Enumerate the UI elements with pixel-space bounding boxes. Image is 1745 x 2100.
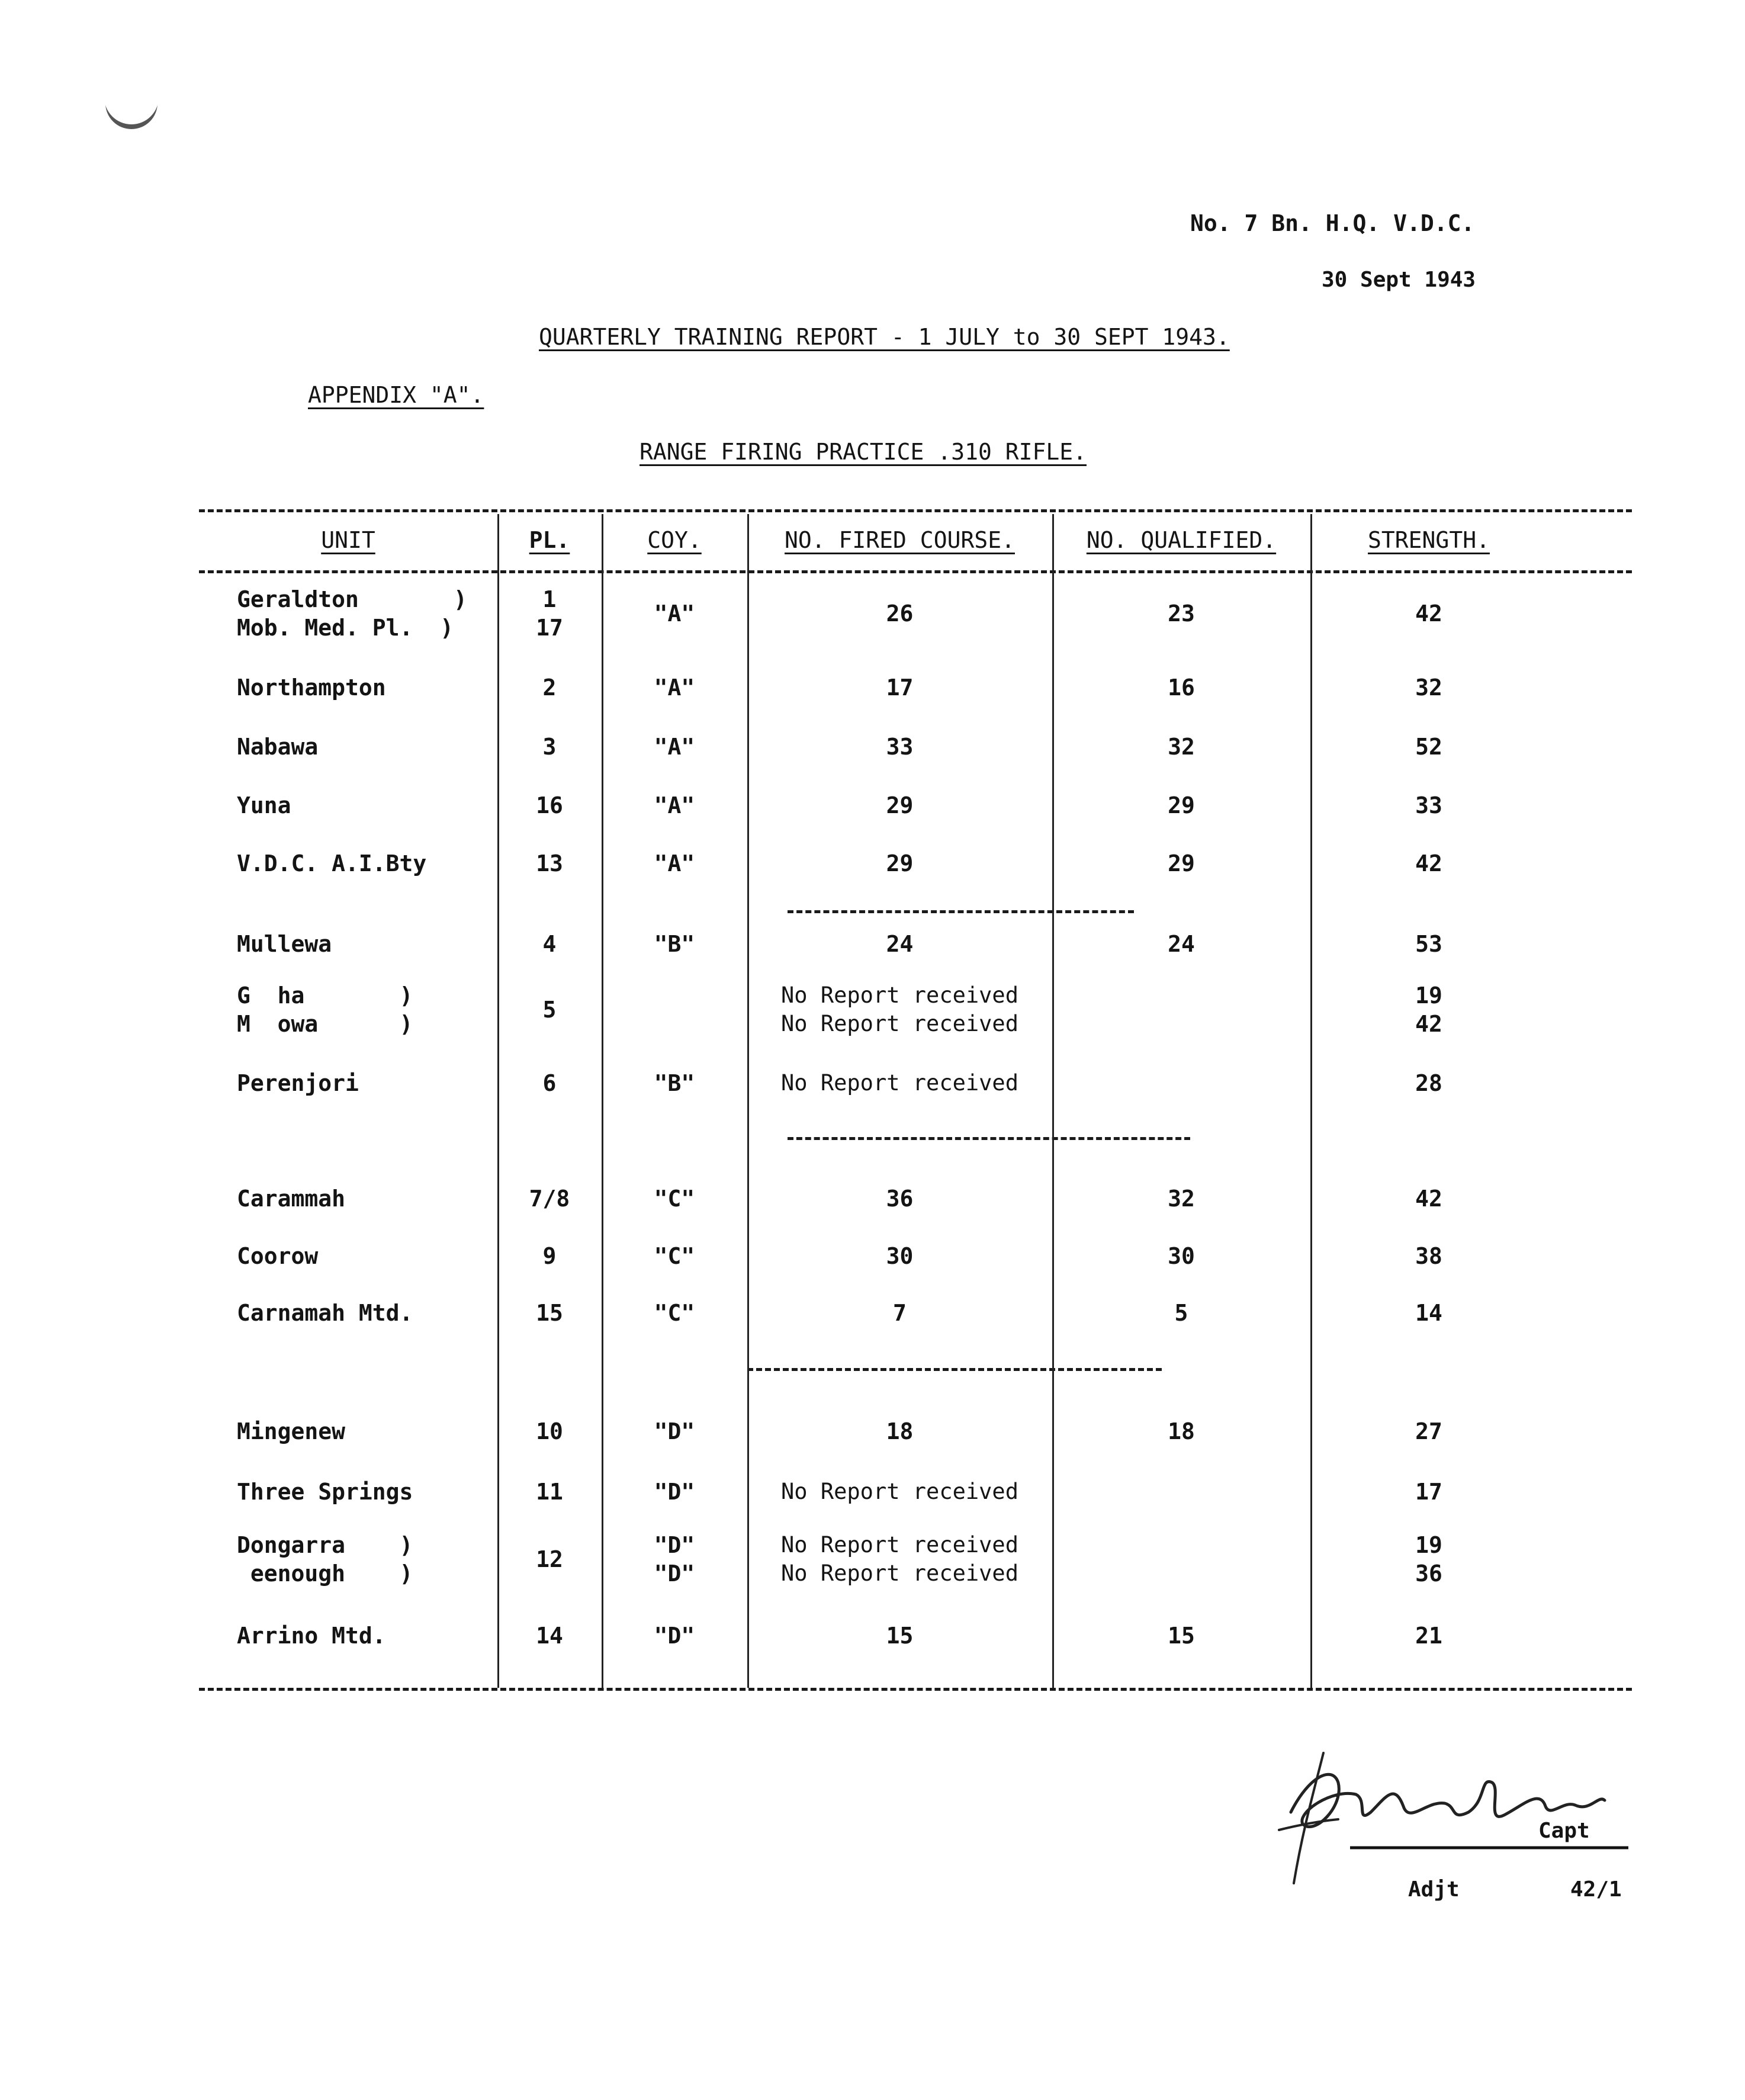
group-separator-a: [788, 910, 1134, 913]
cell-unit: V.D.C. A.I.Bty: [237, 850, 427, 876]
cell-fired: 30: [886, 1243, 914, 1269]
report-subtitle: RANGE FIRING PRACTICE .310 RIFLE.: [639, 439, 1087, 465]
cell-qualified: 18: [1168, 1418, 1195, 1444]
cell-unit: Carnamah Mtd.: [237, 1300, 413, 1326]
table-bottom-rule: [199, 1688, 1632, 1691]
cell-qualified: 29: [1168, 792, 1195, 818]
cell-coy: "D": [654, 1623, 695, 1649]
cell-strength: 28: [1415, 1070, 1442, 1096]
cell-fired: No Report received: [781, 1070, 1018, 1096]
cell-pl: 6: [542, 1070, 557, 1096]
cell-strength: 42: [1415, 1186, 1442, 1212]
cell-coy: "A": [654, 792, 695, 818]
cell-fired: 33: [886, 734, 914, 760]
cell-coy: "D": [654, 1418, 695, 1444]
cell-unit: Nabawa: [237, 734, 319, 760]
cell-unit: Northampton: [237, 675, 386, 701]
cell-coy: "A": [654, 850, 695, 876]
cell-strength: 38: [1415, 1243, 1442, 1269]
cell-unit: Mullewa: [237, 931, 332, 957]
group-separator-c: [747, 1368, 1162, 1371]
cell-fired: No Report received: [781, 1479, 1018, 1504]
cell-fired: 17: [886, 675, 914, 701]
cell-strength: 21: [1415, 1623, 1442, 1649]
cell-fired: 15: [886, 1623, 914, 1649]
hq-line: No. 7 Bn. H.Q. V.D.C.: [1190, 210, 1475, 236]
report-date: 30 Sept 1943: [1322, 268, 1476, 292]
cell-unit: Coorow: [237, 1243, 319, 1269]
cell-fired: 29: [886, 792, 914, 818]
cell-unit: G ha ) M owa ): [237, 982, 413, 1037]
cell-qualified: 24: [1168, 931, 1195, 957]
cell-qualified: 5: [1174, 1300, 1188, 1326]
signature: [1267, 1741, 1652, 1895]
cell-pl: 9: [542, 1243, 557, 1269]
cell-coy: "A": [654, 675, 695, 701]
cell-coy: "A": [654, 601, 695, 627]
cell-pl: 13: [536, 850, 563, 876]
cell-coy: "C": [654, 1300, 695, 1326]
cell-strength: 42: [1415, 850, 1442, 876]
reference-number: 42/1: [1570, 1877, 1622, 1902]
cell-fired: 18: [886, 1418, 914, 1444]
col-header-fired: NO. FIRED COURSE.: [785, 527, 1015, 553]
cell-strength: 33: [1415, 792, 1442, 818]
cell-fired: 7: [893, 1300, 907, 1326]
group-separator-b: [788, 1137, 1190, 1140]
cell-qualified: 29: [1168, 850, 1195, 876]
col-header-qualified: NO. QUALIFIED.: [1086, 527, 1277, 553]
cell-fired: 29: [886, 850, 914, 876]
cell-unit: Three Springs: [237, 1479, 413, 1505]
cell-pl: 5: [542, 997, 557, 1023]
cell-unit: Dongarra ) eenough ): [237, 1532, 413, 1587]
cell-pl: 16: [536, 792, 563, 818]
cell-qualified: 23: [1168, 601, 1195, 627]
cell-pl: 7/8: [529, 1186, 570, 1212]
col-header-coy: COY.: [647, 527, 702, 553]
cell-pl: 4: [542, 931, 557, 957]
cell-unit: Yuna: [237, 792, 291, 818]
cell-coy: "B": [654, 931, 695, 957]
report-title: QUARTERLY TRAINING REPORT - 1 JULY to 30 SEPT 1943.: [539, 324, 1230, 350]
cell-fired: 36: [886, 1186, 914, 1212]
cell-fired: 26: [886, 601, 914, 627]
cell-pl: 11: [536, 1479, 563, 1505]
cell-fired: No Report received No Report received: [781, 1532, 1018, 1586]
cell-strength: 42: [1415, 601, 1442, 627]
cell-coy: "D": [654, 1479, 695, 1505]
cell-coy: "C": [654, 1186, 695, 1212]
cell-unit: Mingenew: [237, 1418, 346, 1444]
table-top-rule: [199, 509, 1632, 512]
cell-qualified: 15: [1168, 1623, 1195, 1649]
cell-pl: 12: [536, 1546, 563, 1572]
signature-title: Adjt: [1408, 1877, 1460, 1902]
cell-strength: 52: [1415, 734, 1442, 760]
cell-pl: 3: [542, 734, 557, 760]
cell-fired: 24: [886, 931, 914, 957]
cell-strength: 53: [1415, 931, 1442, 957]
col-header-strength: STRENGTH.: [1368, 527, 1490, 553]
cell-coy: "B": [654, 1070, 695, 1096]
cell-pl: 2: [542, 675, 557, 701]
cell-pl: 1 17: [536, 586, 563, 641]
cell-qualified: 16: [1168, 675, 1195, 701]
cell-strength: 19 36: [1415, 1532, 1442, 1587]
cell-unit: Carammah: [237, 1186, 346, 1212]
cell-unit: Geraldton ) Mob. Med. Pl. ): [237, 586, 467, 641]
cell-pl: 14: [536, 1623, 563, 1649]
cell-coy: "D" "D": [654, 1532, 695, 1587]
col-header-unit: UNIT: [321, 527, 375, 553]
cell-unit: Perenjori: [237, 1070, 359, 1096]
col-header-pl: PL.: [529, 527, 570, 553]
appendix-label: APPENDIX "A".: [308, 382, 484, 408]
cell-strength: 32: [1415, 675, 1442, 701]
cell-unit: Arrino Mtd.: [237, 1623, 386, 1649]
punch-hole: [104, 70, 159, 124]
cell-strength: 19 42: [1415, 982, 1442, 1037]
cell-strength: 17: [1415, 1479, 1442, 1505]
cell-qualified: 32: [1168, 734, 1195, 760]
header-bottom-rule: [199, 570, 1632, 573]
cell-qualified: 30: [1168, 1243, 1195, 1269]
cell-pl: 15: [536, 1300, 563, 1326]
cell-coy: "A": [654, 734, 695, 760]
signature-rank-abbrev: Capt: [1538, 1819, 1590, 1843]
cell-pl: 10: [536, 1418, 563, 1444]
cell-coy: "C": [654, 1243, 695, 1269]
cell-fired: No Report received No Report received: [781, 982, 1018, 1036]
cell-strength: 14: [1415, 1300, 1442, 1326]
cell-qualified: 32: [1168, 1186, 1195, 1212]
cell-strength: 27: [1415, 1418, 1442, 1444]
